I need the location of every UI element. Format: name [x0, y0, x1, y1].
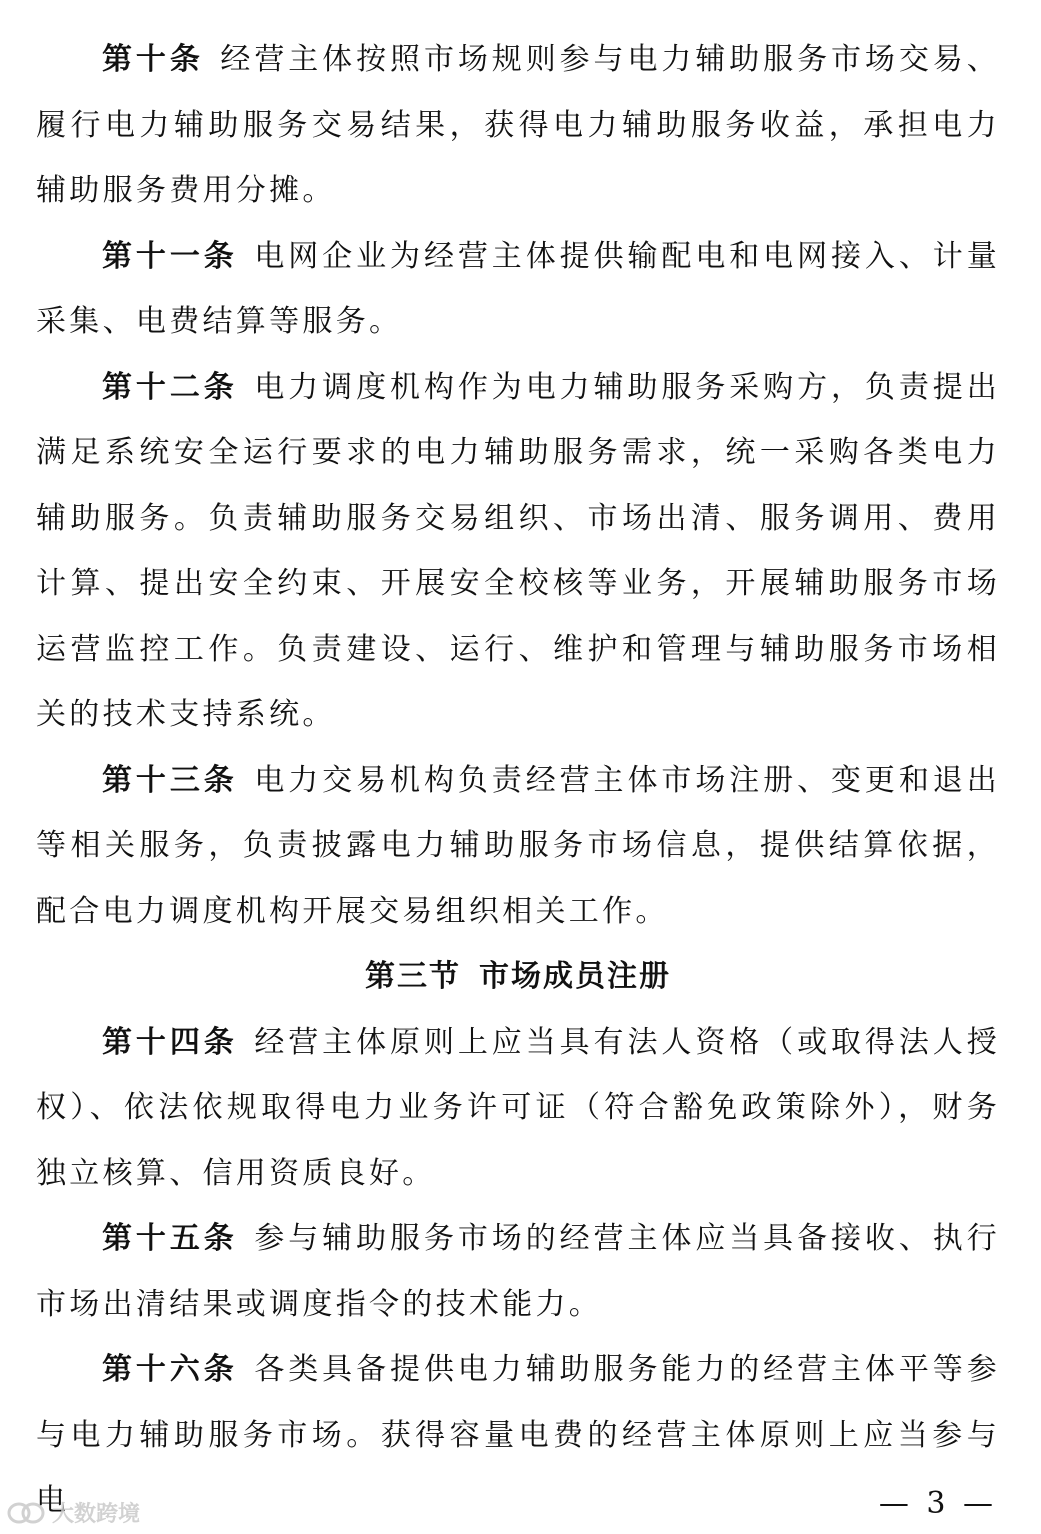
article-11 [36, 224, 1000, 355]
article-10-label: 第十条 [102, 42, 204, 77]
article-15-label: 第十五条 [102, 1221, 238, 1256]
article-12-label: 第十二条 [102, 369, 238, 405]
article-11-text: 电网企业为经营主体提供输配电和电网接入、计量采集、电费结算等服务。 [36, 238, 1000, 339]
article-15-text: 参与辅助服务市场的经营主体应当具备接收、执行市场出清结果或调度指令的技术能力。 [36, 1221, 1000, 1322]
section-title: 市场成员注册 [479, 959, 671, 994]
article-14 [36, 1010, 1000, 1207]
watermark-logo-icon [6, 1501, 46, 1525]
article-12 [36, 355, 1000, 748]
article-13-text: 电力交易机构负责经营主体市场注册、变更和退出等相关服务，负责披露电力辅助服务市场信息，提供结算依据，配合电力调度机构开展交易组织相关工作。 [36, 762, 1000, 929]
section-number: 第三节 [365, 959, 461, 994]
article-14-label: 第十四条 [102, 1024, 238, 1060]
article-15 [36, 1206, 1000, 1337]
watermark [6, 1497, 140, 1528]
watermark-text: 大数跨境 [52, 1501, 141, 1526]
section-heading [36, 944, 1000, 1010]
article-16-label: 第十六条 [102, 1352, 238, 1387]
article-16 [36, 1337, 1000, 1534]
article-12-text: 电力调度机构作为电力辅助服务采购方，负责提出满足系统安全运行要求的电力辅助服务需求，统一采购各类电力辅助服务。负责辅助服务交易组织、市场出清、服务调用、费用计算、提出安全约束、开展安全校核等业务，开展辅助服务市场运营监控工作。负责建设、运行、维护和管理与辅助服务市场相关的技术支持系统。 [36, 369, 1000, 732]
article-13 [36, 748, 1000, 945]
article-13-label: 第十三条 [102, 762, 238, 798]
article-11-label: 第十一条 [102, 238, 238, 274]
article-14-text: 经营主体原则上应当具有法人资格（或取得法人授权）、依法依规取得电力业务许可证（符合豁免政策除外），财务独立核算、信用资质良好。 [36, 1024, 1000, 1191]
article-16-text: 各类具备提供电力辅助服务能力的经营主体平等参与电力辅助服务市场。获得容量电费的经营主体原则上应当参与电 [36, 1352, 1000, 1518]
article-10-text: 经营主体按照市场规则参与电力辅助服务市场交易、履行电力辅助服务交易结果，获得电力辅助服务收益，承担电力辅助服务费用分摊。 [36, 42, 1000, 208]
document-page [36, 27, 1000, 1534]
page-number: — 3 — [878, 1486, 997, 1521]
article-10 [36, 27, 1000, 224]
